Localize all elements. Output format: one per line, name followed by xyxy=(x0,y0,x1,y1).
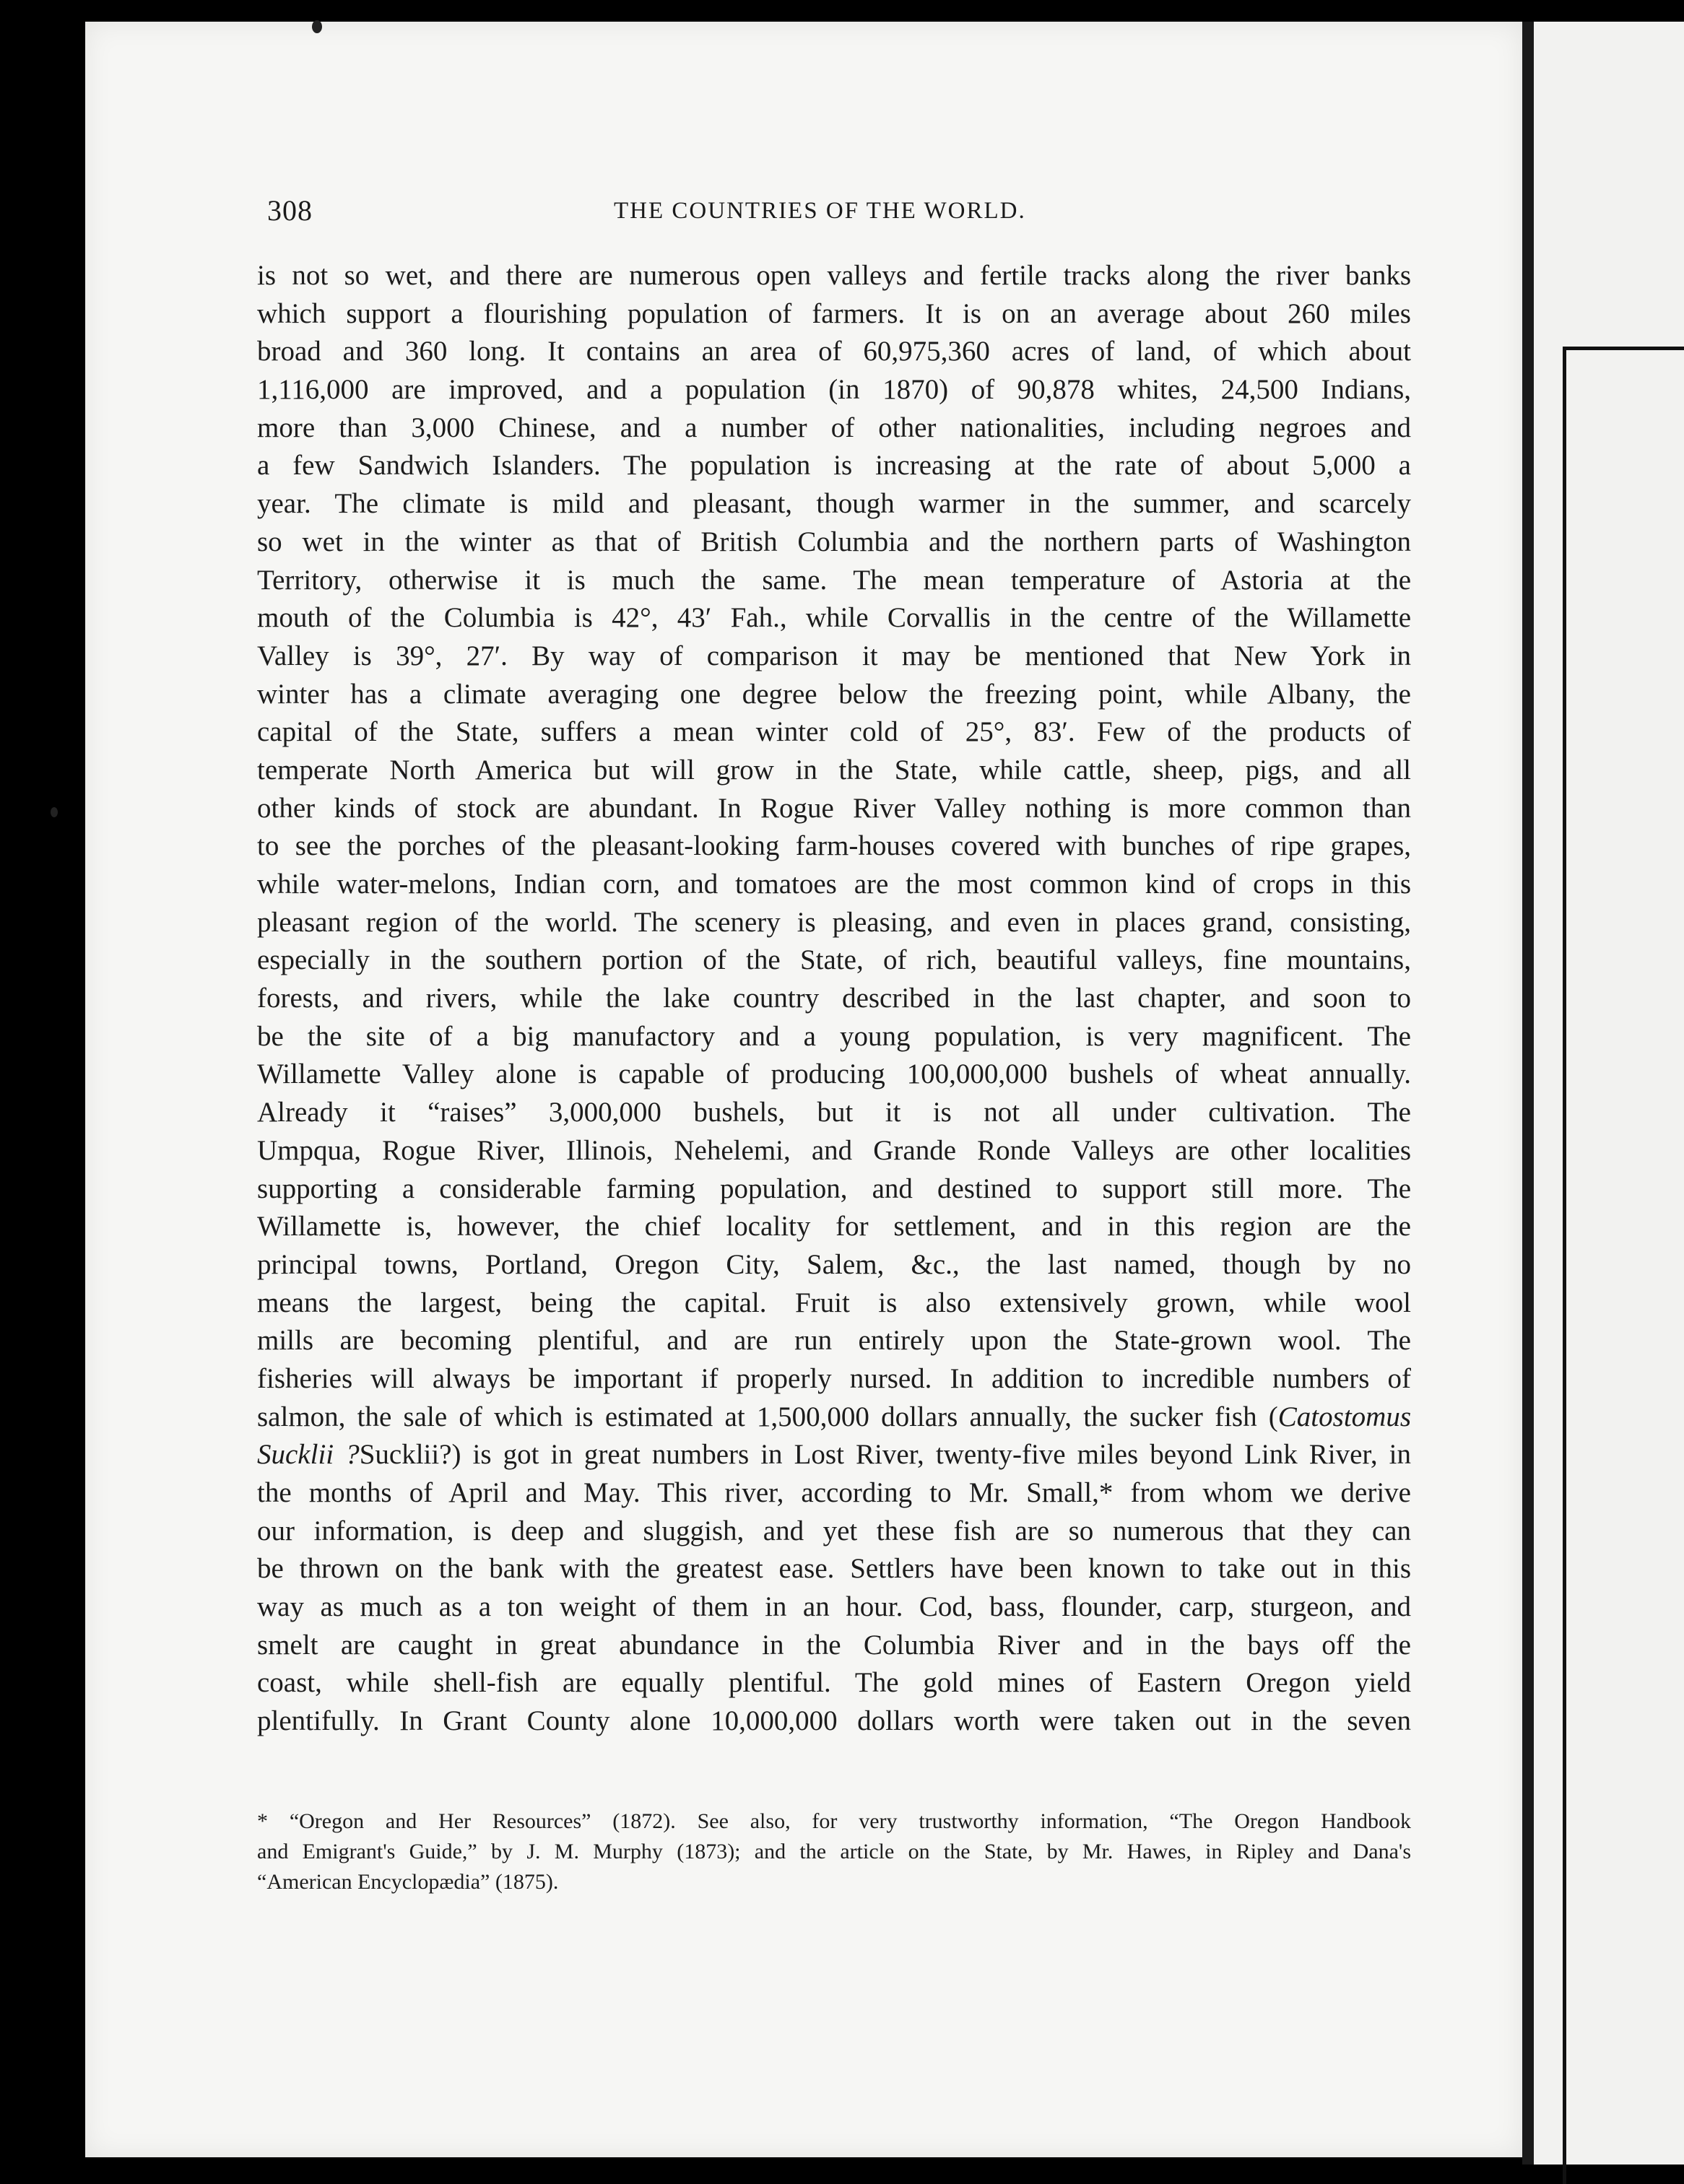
text-line: Willamette is, however, the chief locality for settlement, and in this region are the xyxy=(257,1211,1411,1243)
text-line: year. The climate is mild and pleasant, though warmer in the summer, and scarcely xyxy=(257,488,1411,520)
footnote-line: * “Oregon and Her Resources” (1872). See also, for very trustworthy information, “The Oregon Handbook xyxy=(257,1809,1411,1833)
text-line: 1,116,000 are improved, and a population (in 1870) of 90,878 whites, 24,500 Indians, xyxy=(257,374,1411,406)
text-line: Willamette Valley alone is capable of producing 100,000,000 bushels of wheat annually. xyxy=(257,1058,1411,1090)
footnote-line: and Emigrant's Guide,” by J. M. Murphy (1873); and the article on the State, by Mr. Hawes, in Ripley and Dana's xyxy=(257,1840,1411,1863)
text-line: the months of April and May. This river, according to Mr. Small,* from whom we derive xyxy=(257,1477,1411,1508)
text-line: means the largest, being the capital. Fruit is also extensively grown, while wool xyxy=(257,1287,1411,1318)
text-line: is not so wet, and there are numerous open valleys and fertile tracks along the river banks xyxy=(257,260,1411,291)
text-line: winter has a climate averaging one degree below the freezing point, while Albany, the xyxy=(257,678,1411,710)
text-line: fisheries will always be important if properly nursed. In addition to incredible numbers of xyxy=(257,1362,1411,1394)
text-line: other kinds of stock are abundant. In Rogue River Valley nothing is more common than xyxy=(257,792,1411,824)
text-line: be the site of a big manufactory and a young population, is very magnificent. The xyxy=(257,1020,1411,1052)
text-line: so wet in the winter as that of British Columbia and the northern parts of Washington xyxy=(257,526,1411,557)
text-line: temperate North America but will grow in the State, while cattle, sheep, pigs, and all xyxy=(257,754,1411,786)
text-segment: Sucklii?) is got in great numbers in Lost River, twenty-five miles beyond Link River, in xyxy=(359,1439,1411,1471)
text-line: Umpqua, Rogue River, Illinois, Nehelemi, and Grande Ronde Valleys are other localities xyxy=(257,1134,1411,1166)
text-line: Valley is 39°, 27′. By way of comparison it may be mentioned that New York in xyxy=(257,640,1411,671)
footnote xyxy=(257,1806,1411,1897)
text-line: supporting a considerable farming population, and destined to support still more. The xyxy=(257,1173,1411,1204)
text-line: while water-melons, Indian corn, and tomatoes are the most common kind of crops in this xyxy=(257,869,1411,900)
facing-page-frame xyxy=(1563,347,1684,2184)
text-line: especially in the southern portion of the State, of rich, beautiful valleys, fine mountains, xyxy=(257,944,1411,976)
text-line: principal towns, Portland, Oregon City, Salem, &c., the last named, though by no xyxy=(257,1248,1411,1280)
scan-speck xyxy=(312,20,322,33)
text-line: our information, is deep and sluggish, and yet these fish are so numerous that they can xyxy=(257,1515,1411,1546)
footnote-line: “American Encyclopædia” (1875). xyxy=(257,1870,559,1894)
text-line-with-italic xyxy=(257,1398,1411,1437)
text-line: coast, while shell-fish are equally plentiful. The gold mines of Eastern Oregon yield xyxy=(257,1667,1411,1699)
body-text xyxy=(257,257,1411,1741)
text-line: capital of the State, suffers a mean winter cold of 25°, 83′. Few of the products of xyxy=(257,716,1411,748)
text-line: pleasant region of the world. The scenery is pleasing, and even in places grand, consisting, xyxy=(257,906,1411,938)
text-line: mouth of the Columbia is 42°, 43′ Fah., while Corvallis in the centre of the Willamette xyxy=(257,602,1411,634)
text-line: smelt are caught in great abundance in the Columbia River and in the bays off the xyxy=(257,1629,1411,1661)
text-line: broad and 360 long. It contains an area of 60,975,360 acres of land, of which about xyxy=(257,336,1411,367)
text-line-with-italic xyxy=(257,1436,1411,1474)
text-line: be thrown on the bank with the greatest ease. Settlers have been known to take out in this xyxy=(257,1553,1411,1585)
text-line: forests, and rivers, while the lake country described in the last chapter, and soon to xyxy=(257,983,1411,1014)
text-line: a few Sandwich Islanders. The population is increasing at the rate of about 5,000 a xyxy=(257,450,1411,482)
text-line: which support a flourishing population of farmers. It is on an average about 260 miles xyxy=(257,297,1411,329)
page-number: 308 xyxy=(267,194,313,227)
species-genus: Catostomus xyxy=(1277,1401,1411,1432)
text-line: Territory, otherwise it is much the same. The mean temperature of Astoria at the xyxy=(257,564,1411,596)
facing-page-edge xyxy=(1534,22,1684,2165)
species-epithet: Sucklii ? xyxy=(257,1439,360,1471)
text-line: Already it “raises” 3,000,000 bushels, but it is not all under cultivation. The xyxy=(257,1097,1411,1128)
text-line: way as much as a ton weight of them in an hour. Cod, bass, flounder, carp, sturgeon, and xyxy=(257,1591,1411,1623)
running-title: THE COUNTRIES OF THE WORLD. xyxy=(614,198,1026,224)
page-gutter xyxy=(1522,22,1534,2165)
text-segment: salmon, the sale of which is estimated at 1,500,000 dollars annually, the sucker fish ( xyxy=(257,1401,1278,1432)
text-line: plentifully. In Grant County alone 10,000,000 dollars worth were taken out in the seven xyxy=(257,1705,1411,1737)
text-line: to see the porches of the pleasant-looking farm-houses covered with bunches of ripe grapes, xyxy=(257,830,1411,862)
text-line: mills are becoming plentiful, and are run entirely upon the State-grown wool. The xyxy=(257,1325,1411,1357)
scan-speck xyxy=(51,807,58,817)
text-line: more than 3,000 Chinese, and a number of other nationalities, including negroes and xyxy=(257,412,1411,443)
